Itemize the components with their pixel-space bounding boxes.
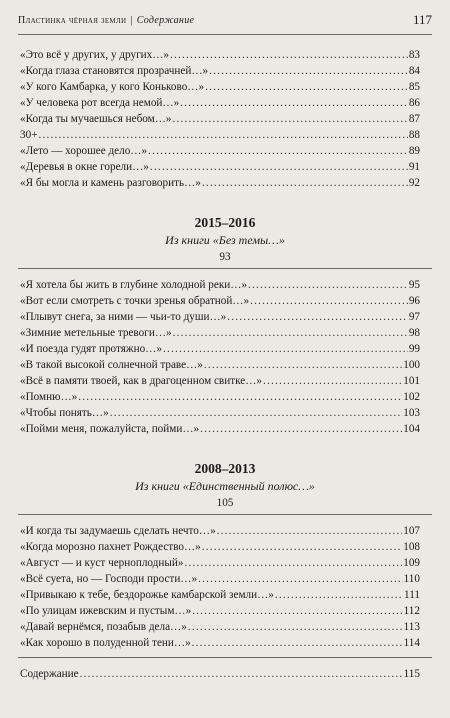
toc-entry — [20, 326, 420, 340]
leader-dots — [200, 422, 402, 436]
leader-dots — [80, 667, 403, 681]
section-rule — [18, 657, 432, 658]
entry-title: «У кого Камбарка, у кого Коньково…» — [20, 81, 205, 93]
entry-title: «Август — и куст черноплодный» — [20, 557, 184, 569]
toc-entry — [20, 358, 420, 372]
entry-page: 115 — [403, 668, 420, 680]
entry-page: 99 — [408, 343, 420, 355]
toc-entry — [20, 540, 420, 554]
leader-dots — [184, 556, 402, 570]
entry-page: 88 — [408, 129, 420, 141]
entry-title: «Всё в памяти твоей, как в драгоценном свитке…» — [20, 375, 262, 387]
entry-title: «Я бы могла и камень разговорить…» — [20, 177, 201, 189]
entry-title: «И поезда гудят протяжно…» — [20, 343, 162, 355]
toc-entry — [20, 294, 420, 308]
entry-page: 107 — [403, 525, 420, 537]
entry-title: «Плывут снега, за ними — чьи-то души…» — [20, 311, 227, 323]
entry-page: 86 — [408, 97, 420, 109]
leader-dots — [192, 636, 403, 650]
section-subtitle: Из книги «Единственный полюс…» — [135, 479, 315, 493]
leader-dots — [202, 540, 402, 554]
leader-dots — [180, 96, 408, 110]
entry-page: 87 — [408, 113, 420, 125]
entry-title: «Деревья в окне горели…» — [20, 161, 149, 173]
entry-title: «Я хотела бы жить в глубине холодной реки…» — [20, 279, 248, 291]
section-years: 2015–2016 — [194, 215, 256, 230]
leader-dots — [173, 326, 408, 340]
toc-entry — [20, 80, 420, 94]
entry-title: «И когда ты задумаешь сделать нечто…» — [20, 525, 216, 537]
toc-entry — [20, 390, 420, 404]
entry-title: «В такой высокой солнечной траве…» — [20, 359, 203, 371]
toc-entry — [20, 636, 420, 650]
toc-entry — [20, 556, 420, 570]
entry-page: 108 — [403, 541, 420, 553]
toc-entry — [20, 342, 420, 356]
leader-dots — [209, 64, 408, 78]
entry-title: «Лето — хорошее дело…» — [20, 145, 148, 157]
entry-page: 83 — [408, 49, 420, 61]
entry-page: 111 — [404, 589, 420, 601]
toc-entry — [20, 310, 420, 324]
entry-title: «Привыкаю к тебе, бездорожье камбарской земли…» — [20, 589, 274, 601]
leader-dots — [198, 572, 403, 586]
entry-page: 95 — [408, 279, 420, 291]
section-page: 93 — [219, 251, 231, 263]
entry-title: «Когда морозно пахнет Рождество…» — [20, 541, 201, 553]
leader-dots — [78, 390, 402, 404]
leader-dots — [170, 48, 408, 62]
toc-entry — [20, 176, 420, 190]
toc-entry — [20, 406, 420, 420]
page-number: 117 — [412, 12, 432, 27]
entry-page: 89 — [408, 145, 420, 157]
leader-dots — [263, 374, 402, 388]
entry-page: 103 — [403, 407, 420, 419]
entry-title: Содержание — [20, 668, 79, 680]
leader-dots — [150, 160, 408, 174]
toc-entry — [20, 422, 420, 436]
entry-page: 100 — [403, 359, 420, 371]
entry-title: «По улицам ижевским и пустым…» — [20, 605, 192, 617]
entry-page: 85 — [408, 81, 420, 93]
header-separator: | — [130, 15, 133, 26]
toc-entry — [20, 524, 420, 538]
entry-title: 30+ — [20, 129, 38, 141]
entry-page: 114 — [403, 637, 420, 649]
leader-dots — [248, 278, 408, 292]
entry-title: «Когда ты мучаешься небом…» — [20, 113, 172, 125]
section-subtitle: Из книги «Без темы…» — [165, 233, 285, 247]
entry-page: 91 — [408, 161, 420, 173]
running-header — [18, 8, 432, 35]
toc-entry — [20, 144, 420, 158]
header-left — [18, 15, 194, 26]
toc-entry-contents — [20, 667, 420, 681]
leader-dots — [110, 406, 403, 420]
entry-page: 102 — [403, 391, 420, 403]
entry-title: «Помню…» — [20, 391, 78, 403]
leader-dots — [192, 604, 402, 618]
entry-title: «Как хорошо в полуденной тени…» — [20, 637, 191, 649]
entry-page: 84 — [408, 65, 420, 77]
toc-entry — [20, 374, 420, 388]
entry-page: 92 — [408, 177, 420, 189]
entry-title: «Давай вернёмся, позабыв дела…» — [20, 621, 187, 633]
leader-dots — [227, 310, 408, 324]
leader-dots — [275, 588, 403, 602]
toc-entry — [20, 160, 420, 174]
entry-page: 101 — [403, 375, 420, 387]
entry-title: «Пойми меня, пожалуйста, пойми…» — [20, 423, 200, 435]
toc-entry — [20, 96, 420, 110]
section-rule — [18, 514, 432, 515]
toc-entry — [20, 278, 420, 292]
book-title: Пластинка чёрная земли — [18, 15, 127, 26]
entry-title: «Это всё у других, у других…» — [20, 49, 170, 61]
entry-page: 113 — [403, 621, 420, 633]
section-page: 105 — [216, 497, 234, 509]
entry-page: 96 — [408, 295, 420, 307]
leader-dots — [39, 128, 408, 142]
entry-title: «Всё суета, но — Господи прости…» — [20, 573, 198, 585]
entry-title: «Вот если смотреть с точки зренья обратной…» — [20, 295, 250, 307]
section-rule — [18, 268, 432, 269]
toc-entry — [20, 620, 420, 634]
entry-page: 112 — [403, 605, 420, 617]
entry-page: 98 — [408, 327, 420, 339]
toc-entry — [20, 572, 420, 586]
entry-page: 97 — [408, 311, 420, 323]
entry-page: 104 — [403, 423, 420, 435]
entry-title: «У человека рот всегда немой…» — [20, 97, 180, 109]
toc-entry — [20, 588, 420, 602]
entry-title: «Чтобы понять…» — [20, 407, 109, 419]
leader-dots — [202, 176, 408, 190]
toc-entry — [20, 128, 420, 142]
section-name: Содержание — [136, 15, 195, 26]
toc-entry — [20, 112, 420, 126]
toc-entry — [20, 604, 420, 618]
toc-entry — [20, 64, 420, 78]
leader-dots — [148, 144, 408, 158]
leader-dots — [173, 112, 408, 126]
leader-dots — [217, 524, 403, 538]
leader-dots — [250, 294, 408, 308]
leader-dots — [205, 80, 408, 94]
section-years: 2008–2013 — [194, 461, 256, 476]
leader-dots — [188, 620, 403, 634]
entry-title: «Когда глаза становятся прозрачней…» — [20, 65, 209, 77]
entry-title: «Зимние метельные тревоги…» — [20, 327, 172, 339]
leader-dots — [163, 342, 408, 356]
entry-page: 110 — [403, 573, 420, 585]
entry-page: 109 — [403, 557, 420, 569]
toc-entry — [20, 48, 420, 62]
leader-dots — [204, 358, 402, 372]
